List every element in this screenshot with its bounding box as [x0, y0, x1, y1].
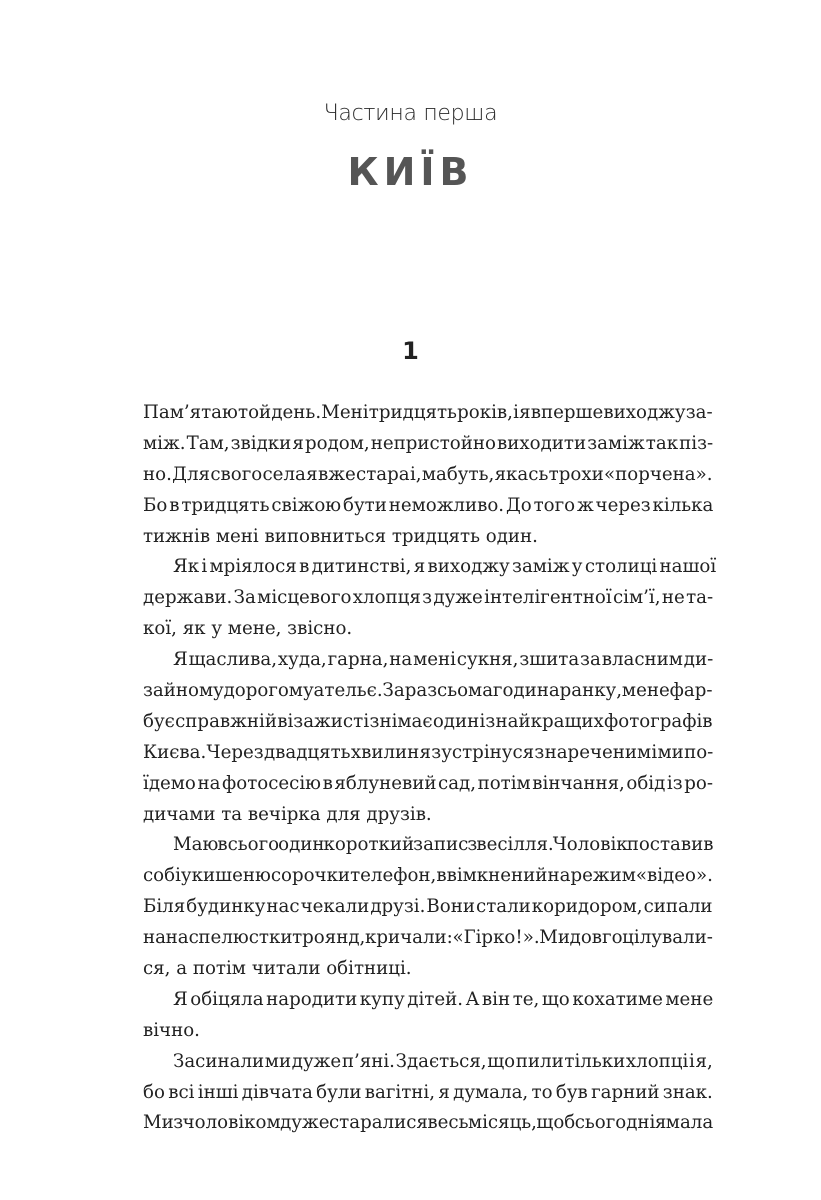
chapter-body-text — [143, 398, 717, 1139]
text-line: дичами та вечірка для друзів. — [143, 803, 432, 825]
text-line: Засинали ми дуже п’яні. Здається, що пили тільки хлопці і я, — [173, 1050, 713, 1072]
text-line: Маю всього один короткий запис з весілля. Чоловік поставив — [173, 834, 714, 856]
text-line: но. Для свого села я вже стара і, мабуть, якась трохи «порчена». — [143, 463, 713, 485]
text-line: їдемо на фотосесію в яблуневий сад, потім вінчання, обід із ро- — [143, 772, 713, 794]
text-line: Я обіцяла народити купу дітей. А він те, що кохатиме мене — [173, 988, 714, 1010]
text-line: між. Там, звідки я родом, непристойно виходити заміж так піз- — [143, 432, 714, 454]
text-line: Ми з чоловіком дуже старалися весь місяць, щоб сьогодні я мала — [143, 1112, 714, 1134]
text-line: зайном у дорогому ательє. Зараз сьома година ранку, мене фар- — [143, 680, 713, 702]
part-title: КИЇВ — [347, 150, 474, 194]
chapter-number: 1 — [402, 337, 419, 365]
text-line: ся, а потім читали обітниці. — [143, 958, 412, 980]
text-line: вічно. — [143, 1019, 200, 1041]
text-line: Бо в тридцять свіжою бути неможливо. До того ж через кілька — [143, 494, 714, 516]
text-line: бує справжній візажист і знімає один із найкращих фотографів — [143, 710, 713, 732]
text-line: Я щаслива, худа, гарна, на мені сукня, зшита за власним ди- — [173, 649, 714, 671]
text-line: на нас пелюстки троянд, кричали: «Гірко!». Ми довго цілували- — [143, 927, 713, 949]
text-line: тижнів мені виповниться тридцять один. — [143, 525, 538, 547]
text-line: держави. За місцевого хлопця з дуже інтелігентної сім’ї, не та- — [143, 587, 714, 609]
text-line: собі у кишеню сорочки телефон, ввімкнений на режим «відео». — [143, 865, 713, 887]
part-label: Частина перша — [323, 101, 498, 126]
text-line: бо всі інші дівчата були вагітні, я думала, то був гарний знак. — [143, 1081, 713, 1103]
text-line: Як і мріялося в дитинстві, я виходжу заміж у столиці нашої — [173, 556, 717, 578]
text-line: Пам’ятаю той день. Мені тридцять років, і я вперше виходжу за- — [143, 402, 713, 423]
text-line: кої, як у мене, звісно. — [143, 618, 353, 640]
text-line: Києва. Через двадцять хвилин я зустрінуся з нареченим і ми по- — [143, 741, 714, 763]
text-line: Біля будинку нас чекали друзі. Вони стали коридором, сипали — [143, 896, 713, 918]
